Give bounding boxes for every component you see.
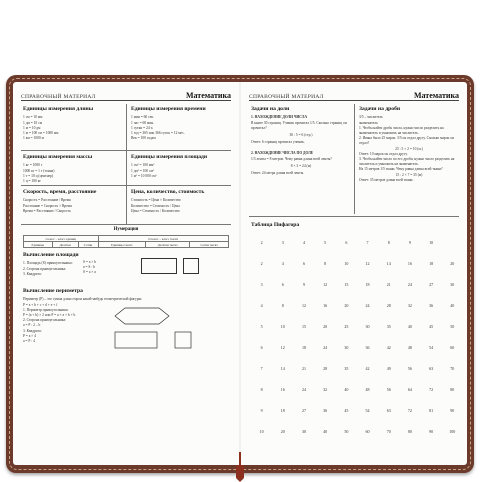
- text-line: a = P : 2 – b: [23, 323, 41, 328]
- table-cell: 9: [302, 282, 305, 287]
- header-label: СПРАВОЧНЫЙ МАТЕРИАЛ: [249, 94, 324, 100]
- rectangle-shape: [115, 332, 157, 348]
- section-title: Вычисление площади: [23, 252, 79, 258]
- table-cell: 8: [387, 240, 390, 245]
- section-title: Вычисление периметра: [23, 288, 83, 294]
- table-row: [251, 274, 463, 295]
- table-cell: 7: [260, 366, 263, 371]
- table-cell: 64: [407, 387, 412, 392]
- table-row: [251, 379, 463, 400]
- text-line: Ответ: 35 метров длина всей ткани.: [359, 177, 414, 182]
- table-cell: 14: [386, 261, 391, 266]
- table-cell: 45: [429, 324, 434, 329]
- table-cell: 2: [260, 261, 263, 266]
- price-formulas: [131, 189, 231, 214]
- formula: S = a × b: [83, 260, 97, 264]
- text-line: 1 мин = 60 сек.: [131, 115, 155, 120]
- table-cell: 5: [324, 240, 327, 245]
- section-title: Таблица Пифагора: [251, 222, 300, 228]
- table-cell: 80: [407, 429, 412, 434]
- table-cell: 45: [344, 408, 349, 413]
- rectangle-shape: [141, 258, 177, 274]
- text-line: 1 т = 10 ц (центнер): [23, 173, 54, 178]
- table-cell: 35: [386, 324, 391, 329]
- table-cell: II класс – класс тысяч: [98, 236, 228, 242]
- text-line: 1 ц = 100 кг: [23, 179, 41, 184]
- text-line: 3. Чтобы найти число по его дроби, нужно число разделить на числитель и умножить на знаменатель.: [359, 157, 455, 167]
- table-cell: 36: [429, 303, 434, 308]
- table-cell: Единицы: [24, 242, 53, 248]
- table-row: [251, 316, 463, 337]
- text-line: a = P : 4: [23, 339, 35, 344]
- table-cell: 20: [280, 429, 285, 434]
- table-cell: 28: [386, 303, 391, 308]
- section-title: Цена, количество, стоимость: [131, 189, 205, 195]
- text-line: 2. Сторона прямоугольника:: [23, 266, 67, 271]
- table-cell: 21: [301, 366, 306, 371]
- table-cell: 70: [450, 366, 455, 371]
- text-line: 1 кг = 1000 г: [23, 163, 43, 168]
- header-title: Математика: [413, 91, 459, 100]
- table-cell: 63: [429, 366, 434, 371]
- square-shape: [175, 332, 191, 348]
- text-line: 1 см = 10 мм: [23, 115, 43, 120]
- table-cell: 30: [344, 345, 349, 350]
- table-cell: 56: [386, 387, 391, 392]
- section-title: Скорость, время, расстояние: [23, 189, 97, 195]
- table-cell: 49: [386, 366, 391, 371]
- task-answer: Ответ: 24 метра длина всей ленты.: [251, 171, 305, 176]
- table-cell: 18: [280, 408, 285, 413]
- table-cell: 4: [302, 240, 305, 245]
- table-cell: 54: [365, 408, 370, 413]
- table-cell: 7: [366, 240, 369, 245]
- section-title: Единицы измерения времени: [131, 106, 206, 112]
- table-cell: 16: [407, 261, 412, 266]
- column-divider: [126, 104, 127, 224]
- table-cell: 100: [449, 429, 456, 434]
- table-cell: Сотни тысяч: [190, 242, 229, 248]
- page-header: [21, 88, 231, 101]
- table-cell: 6: [260, 345, 263, 350]
- table-cell: 15: [301, 324, 306, 329]
- text-line: 15 : 2 × 7 = 35 (м): [395, 172, 423, 177]
- section-title: Задачи на доли: [251, 106, 290, 112]
- task-text: 1/3 ленты = 8 метров. Чему равна длина всей ленты?: [251, 156, 332, 161]
- table-cell: 42: [365, 366, 370, 371]
- table-cell: 9: [408, 240, 411, 245]
- table-row: [251, 337, 463, 358]
- text-line: Ответ: 10 марок он отдал другу.: [359, 151, 408, 156]
- speed-formulas: [23, 189, 123, 214]
- section-title: Нумерация: [113, 227, 139, 232]
- section-divider: [21, 150, 231, 151]
- table-cell: 20: [450, 261, 455, 266]
- table-cell: 8: [324, 261, 327, 266]
- table-cell: 42: [386, 345, 391, 350]
- table-cell: 10: [280, 324, 285, 329]
- table-cell: Единицы тысяч: [98, 242, 145, 248]
- text-line: 2. Сторона прямоугольника:: [23, 318, 67, 323]
- table-cell: 48: [365, 387, 370, 392]
- table-cell: 20: [323, 324, 328, 329]
- task-calc: 8 × 3 = 24 (м): [290, 163, 312, 168]
- table-cell: 56: [407, 366, 412, 371]
- table-cell: 81: [429, 408, 434, 413]
- table-cell: 16: [280, 387, 285, 392]
- table-cell: 8: [260, 387, 263, 392]
- table-cell: 18: [365, 282, 370, 287]
- table-cell: 50: [450, 324, 455, 329]
- tasks-on-parts: [251, 106, 351, 176]
- text-line: Цена = Стоимость / Количество: [131, 208, 180, 213]
- table-row: [251, 232, 463, 253]
- perimeter-shapes: [111, 302, 231, 362]
- table-cell: Сотни: [78, 242, 98, 248]
- square-shape: [183, 258, 199, 274]
- section-title: Единицы измерения длины: [23, 106, 94, 112]
- table-cell: 3: [260, 282, 263, 287]
- text-line: 1 дм = 10 см: [23, 120, 42, 125]
- right-page: [241, 82, 467, 465]
- table-cell: 28: [323, 366, 328, 371]
- text-line: P = a + b + c + d + e + f: [23, 302, 58, 307]
- table-cell: 25: [344, 324, 349, 329]
- table-cell: 12: [365, 261, 370, 266]
- section-divider: [21, 224, 231, 225]
- table-cell: 60: [450, 345, 455, 350]
- table-cell: 5: [260, 324, 263, 329]
- text-line: Скорость = Расстояние / Время: [23, 198, 71, 203]
- table-cell: 36: [323, 408, 328, 413]
- text-line: 1. Периметр прямоугольника:: [23, 307, 69, 312]
- table-cell: 9: [260, 408, 263, 413]
- text-line: Стоимость = Цена × Количество: [131, 198, 181, 203]
- table-cell: 36: [365, 345, 370, 350]
- table-row: [251, 358, 463, 379]
- text-line: 1 час = 60 мин.: [131, 120, 155, 125]
- table-cell: 40: [407, 324, 412, 329]
- text-line: 3. Квадрата:: [23, 271, 42, 276]
- table-cell: 2: [260, 240, 263, 245]
- table-cell: 32: [323, 387, 328, 392]
- table-cell: 40: [450, 303, 455, 308]
- table-cell: 30: [365, 324, 370, 329]
- table-cell: 24: [407, 282, 412, 287]
- pythagoras-title-wrap: [251, 222, 299, 231]
- text-line: 1. Площадь (S) прямоугольника:: [23, 261, 73, 266]
- table-cell: 14: [280, 366, 285, 371]
- table-cell: 6: [345, 240, 348, 245]
- table-cell: 30: [301, 429, 306, 434]
- subsection-title: 2. НАХОЖДЕНИЕ ЧИСЛА ПО ДОЛЕ: [251, 151, 314, 156]
- table-cell: 90: [450, 408, 455, 413]
- table-cell: 12: [280, 345, 285, 350]
- table-cell: 24: [323, 345, 328, 350]
- table-cell: 3: [281, 240, 284, 245]
- tasks-on-fractions: [359, 106, 459, 183]
- table-cell: 20: [344, 303, 349, 308]
- table-cell: 24: [365, 303, 370, 308]
- section-title: Задачи на дроби: [359, 106, 401, 112]
- text-line: Расстояние = Скорость × Время: [23, 203, 72, 208]
- task-answer: Ответ: 6 страниц прочитал ученик.: [251, 140, 305, 145]
- table-cell: 90: [429, 429, 434, 434]
- table-cell: I класс – класс единиц: [24, 236, 99, 242]
- table-cell: 40: [323, 429, 328, 434]
- table-cell: 63: [386, 408, 391, 413]
- pythagoras-table: [251, 232, 463, 452]
- table-cell: 32: [407, 303, 412, 308]
- table-cell: 6: [281, 282, 284, 287]
- text-line: 1 км = 1000 м: [23, 136, 44, 141]
- table-row: [251, 295, 463, 316]
- table-cell: 4: [281, 261, 284, 266]
- section-divider: [249, 216, 459, 217]
- table-cell: 72: [429, 387, 434, 392]
- table-cell: 72: [407, 408, 412, 413]
- table-cell: 12: [323, 282, 328, 287]
- table-cell: 21: [386, 282, 391, 287]
- formula: S = a × a: [83, 270, 96, 274]
- text-line: 1. Чтобы найти дробь числа, нужно число разделить на знаменатель и умножить на числитель.: [359, 125, 444, 136]
- length-units: [23, 106, 123, 141]
- table-cell: 35: [344, 366, 349, 371]
- table-cell: 18: [301, 345, 306, 350]
- table-cell: 16: [323, 303, 328, 308]
- table-row: [251, 253, 463, 274]
- table-cell: 80: [450, 387, 455, 392]
- header-label: СПРАВОЧНЫЙ МАТЕРИАЛ: [21, 94, 96, 100]
- text-line: P = (a + b) × 2 или P = a + a + b + b: [23, 313, 76, 318]
- table-row: [251, 400, 463, 421]
- time-units: [131, 106, 231, 141]
- table-cell: 4: [260, 303, 263, 308]
- text-line: 1 см² = 100 мм²: [131, 163, 155, 168]
- text-line: знаменатель: [359, 120, 378, 125]
- text-line: Количество = Стоимость / Цена: [131, 203, 180, 208]
- hexagon-shape: [115, 308, 169, 324]
- text-line: На 15 метров 1/5 ткани. Чему равна длина всей ткани?: [359, 167, 443, 172]
- table-cell: 30: [450, 282, 455, 287]
- text-line: 1 м = 100 см = 1000 мм: [23, 131, 59, 136]
- text-line: 1 м = 10 дм: [23, 125, 41, 130]
- table-cell: 10: [259, 429, 264, 434]
- table-cell: 10: [429, 240, 434, 245]
- section-title: Единицы измерения площади: [131, 154, 208, 160]
- text-line: 1000 кг = 1 т (тонна): [23, 168, 55, 173]
- text-line: Время = Расстояние / Скорость: [23, 208, 71, 213]
- table-cell: Десятки: [52, 242, 78, 248]
- text-line: Периметр (P) – это сумма длин сторон какой-нибудь геометрической фигуры:: [23, 297, 143, 302]
- table-cell: 70: [386, 429, 391, 434]
- subsection-title: 1. НАХОЖДЕНИЕ ДОЛИ ЧИСЛА: [251, 115, 308, 120]
- table-cell: 6: [302, 261, 305, 266]
- table-cell: 8: [281, 303, 284, 308]
- text-line: 1 сутки = 24 ч.: [131, 125, 154, 130]
- text-line: 2. Ивана было 25 марок. 3/5 он отдал другу. Сколько марок он отдал?: [359, 136, 454, 146]
- page-header: [249, 88, 459, 101]
- task-calc: 30 : 5 = 6 (стр.): [289, 133, 313, 138]
- table-cell: 18: [429, 261, 434, 266]
- text-line: 3. Квадрата:: [23, 328, 42, 333]
- text-line: 25 : 5 × 2 = 10 (м.): [395, 146, 423, 151]
- section-divider: [21, 185, 231, 186]
- text-line: 1 год = 365 или 366 суток = 12 мес.: [131, 131, 185, 136]
- text-line: 3/5 – числитель: [359, 115, 383, 120]
- table-cell: 12: [301, 303, 306, 308]
- text-line: P = a × 4: [23, 333, 36, 338]
- table-cell: 50: [344, 429, 349, 434]
- table-cell: 60: [365, 429, 370, 434]
- table-row: [251, 421, 463, 442]
- table-cell: 40: [344, 387, 349, 392]
- header-title: Математика: [185, 91, 231, 100]
- text-line: Век = 100 годам: [131, 136, 156, 141]
- section-title: Единицы измерения массы: [23, 154, 93, 160]
- text-line: 1 дм² = 100 см²: [131, 168, 154, 173]
- table-cell: Десятки тысяч: [145, 242, 190, 248]
- text-line: 1 м² = 10 000 см²: [131, 173, 157, 178]
- table-cell: 48: [407, 345, 412, 350]
- table-cell: 24: [301, 387, 306, 392]
- formula: a = S : b: [83, 265, 96, 269]
- mass-units: [23, 154, 123, 184]
- left-page: [13, 82, 239, 465]
- table-cell: 27: [301, 408, 306, 413]
- table-cell: 15: [344, 282, 349, 287]
- table-cell: 27: [429, 282, 434, 287]
- task-text: В книге 30 страниц. Ученик прочитал 1/5. Сколько страниц он прочитал?: [251, 120, 347, 130]
- area-units: [131, 154, 231, 179]
- table-cell: 54: [429, 345, 434, 350]
- table-cell: 10: [344, 261, 349, 266]
- numeration-table: [23, 235, 229, 248]
- column-divider: [354, 104, 355, 214]
